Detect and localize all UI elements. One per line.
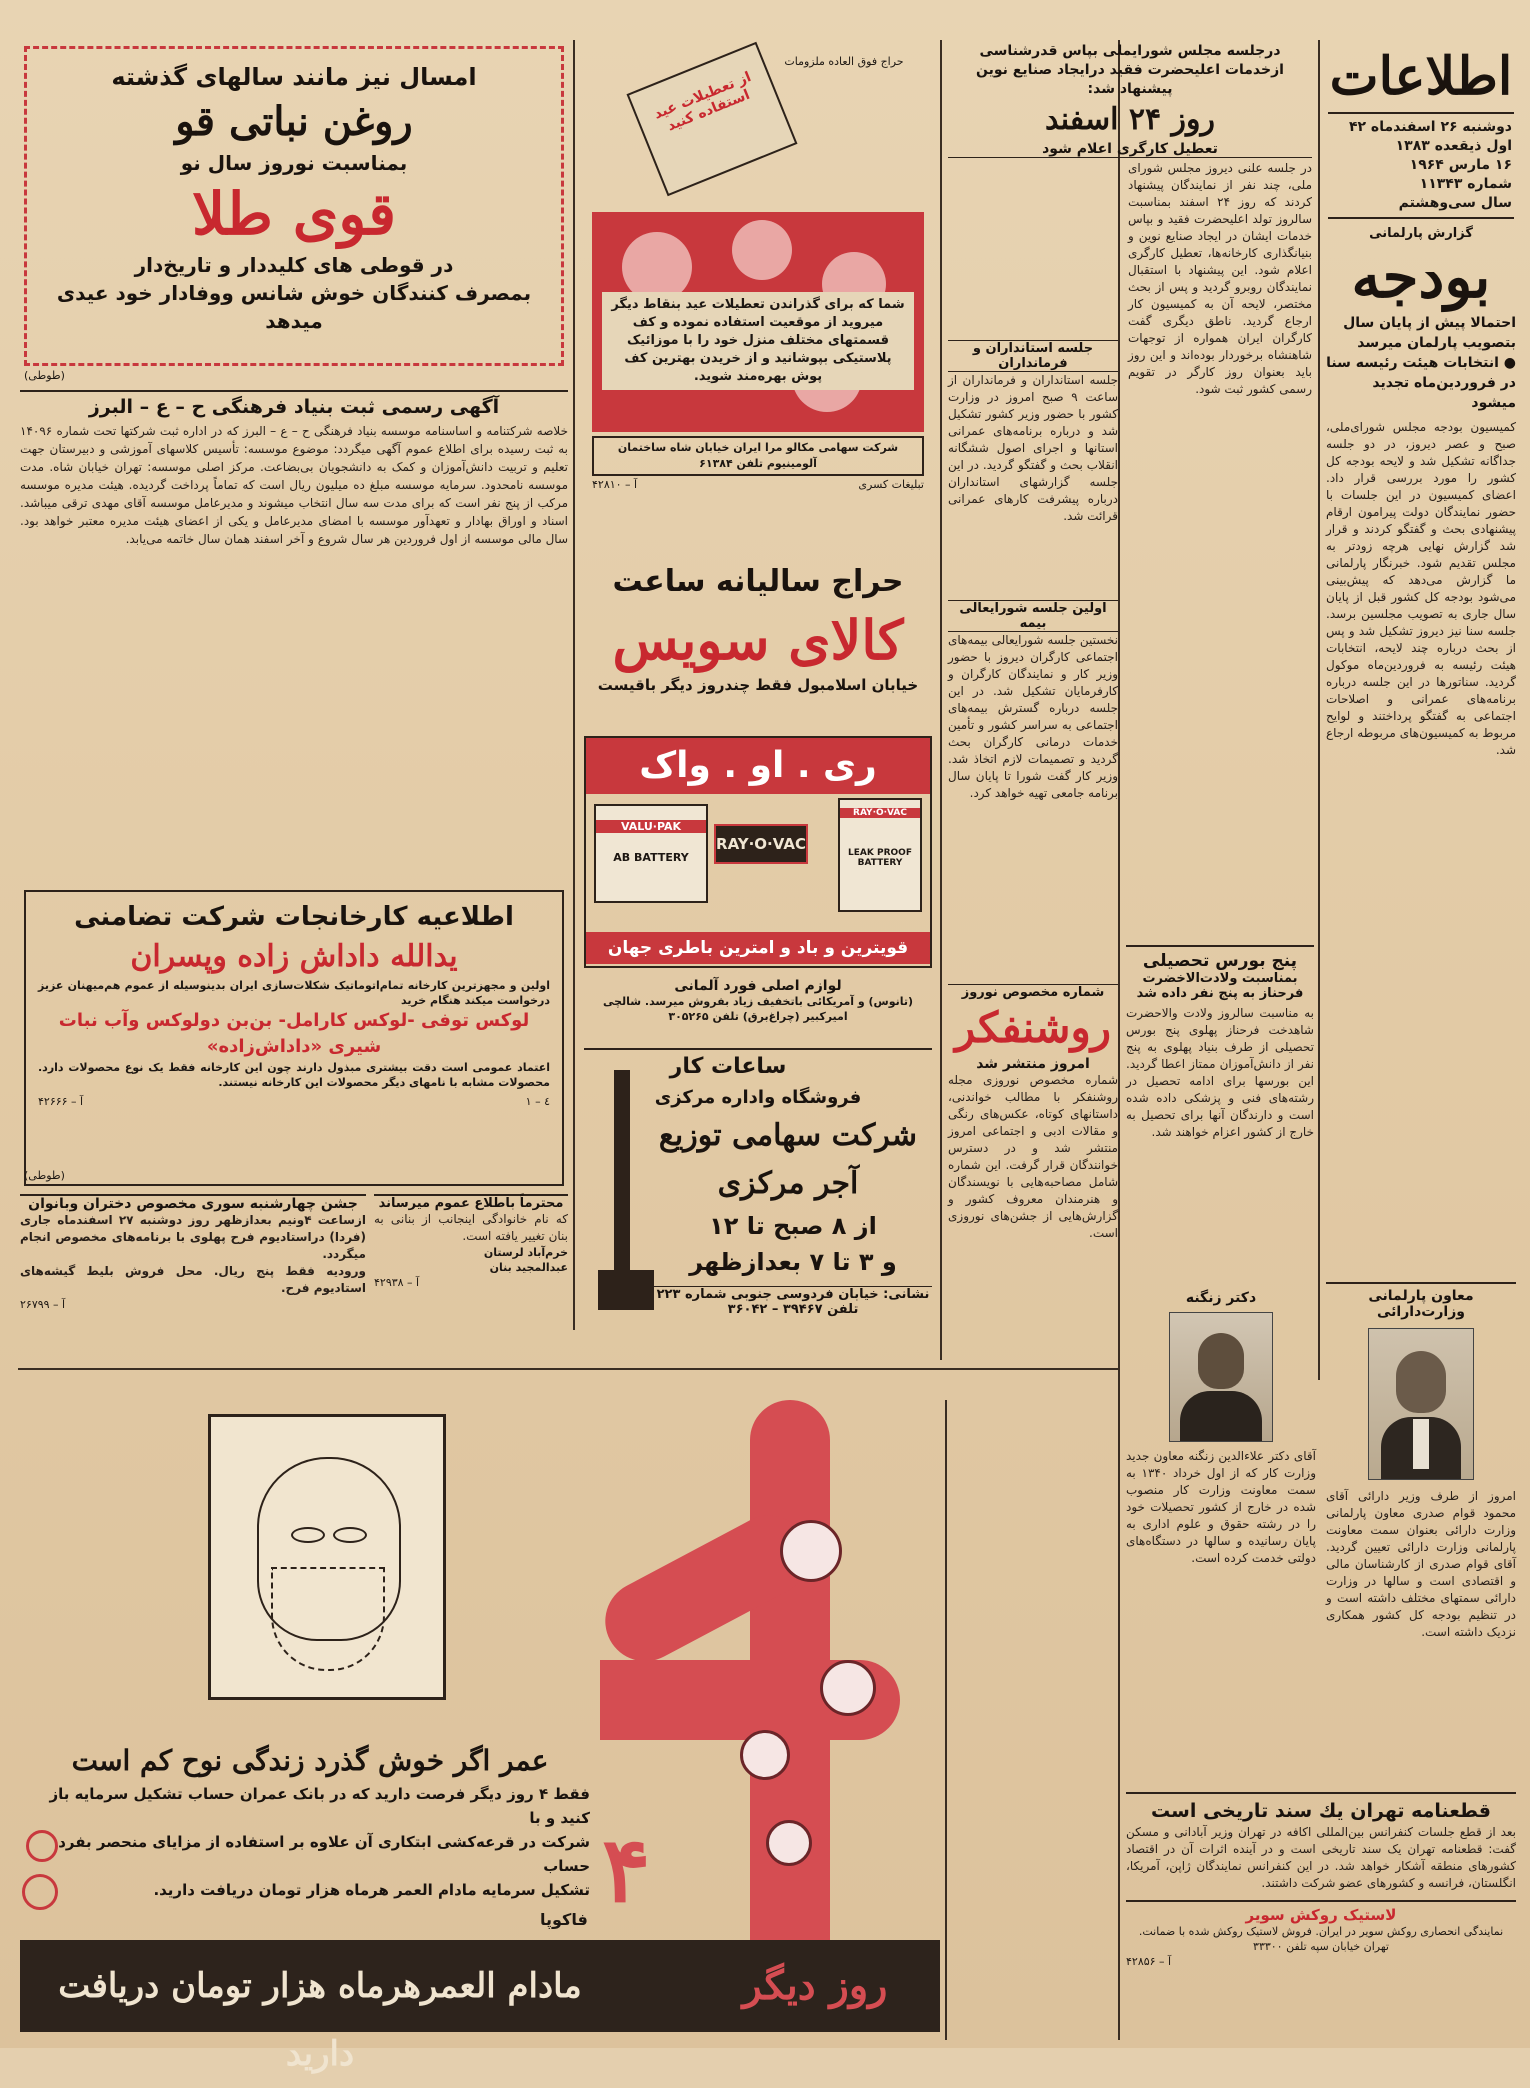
ad-line: از تعطیلات عید استفاده کنید bbox=[651, 69, 754, 135]
brand-name: فاکوپا bbox=[540, 1910, 588, 1929]
festival-notice bbox=[20, 1194, 366, 1364]
article-subtitle: امروز منتشر شد bbox=[976, 1056, 1090, 1072]
roshanfekr-article bbox=[948, 984, 1118, 1364]
notice-title: جشن چهارشنبه سوری مخصوص دختران وبانوان bbox=[28, 1196, 358, 1212]
deputy-article bbox=[1326, 1282, 1516, 1782]
volume-year: سال سی‌وهشتم bbox=[1398, 195, 1512, 211]
ad-contact: شرکت سهامی مکالو مرا ایران خیابان شاه ساختمان آلومینیوم تلفن ۶۱۳۸۴ bbox=[592, 436, 924, 476]
notice-body: خلاصه شرکتنامه و اساسنامه موسسه بنیاد فرهنگی ح – ع – البرز که در اداره ثبت شرکتها تحت شماره ۱۴۰۹۶ به ثبت رسیده برای اطلاع عموم آگهی میگردد: موضوع موسسه: تأسیس کلاسهای آموزشی و دبیرستان جهت تعلیم و تربیت دانش‌آموزان و کمک به دانشجویان بی‌بضاعت. مرکز اصلی موسسه: تهران خیابان شاه. مدت موسسه نامحدود. سرمایه موسسه مبلغ ده میلیون ریال است که تماماً پرداخت گردیده. هیئت مدیره موسسه مرکب از پنج نفر است که برای مدت سه سال انتخاب میشوند و مدیرعامل موسسه آقای مهدی ترقی میباشد. اسناد و اوراق بهادار و تعهدآور موسسه با امضای مدیرعامل و یکی از اعضای هیئت مدیره معتبر خواهد بود. سال مالی موسسه از اول فروردین هر سال شروع و آخر اسفند همان سال خاتمه می‌یابد. bbox=[20, 424, 568, 546]
big-number-4 bbox=[590, 1400, 910, 1960]
ad-text bbox=[784, 54, 904, 204]
article-headline: معاون پارلمانی وزارت‌دارائی bbox=[1326, 1282, 1516, 1320]
product-list: لوکس توفی ‐لوکس کارامل‐ بن‌بن دولوکس وآب نبات bbox=[58, 1010, 530, 1031]
ad-headline: لاستیک روکش سویر bbox=[1245, 1906, 1397, 1924]
ad-line: فروشگاه واداره مرکزی bbox=[654, 1087, 862, 1108]
ad-body: تشکیل سرمایه مادام العمر هرماه هزار تومان دریافت دارید. bbox=[153, 1881, 590, 1899]
santa-illustration bbox=[208, 1414, 446, 1700]
ad-tag: (طوطی) bbox=[24, 1169, 65, 1182]
article-body: جلسه استانداران و فرمانداران از ساعت ۹ صبح امروز در وزارت کشور با حضور وزیر کشور تشکیل شد و درباره برنامه‌های عمرانی استانها و اجرای اصول ششگانه انقلاب بحث و گفتگو گردید. در این جلسه گزارشهای استانداران درباره پیشرفت کارهای عمرانی قرائت شد. bbox=[948, 373, 1118, 523]
notice-body: ازساعت ۴ونیم بعدازظهر روز دوشنبه ۲۷ اسفندماه جاری (فردا) دراستادیوم فرح پهلوی با برنامه‌های مخصوص انجام میگردد. bbox=[20, 1213, 366, 1261]
ad-line: حراج فوق العاده ملزومات bbox=[784, 55, 904, 68]
brand-logo: RAY·O·VAC bbox=[714, 824, 808, 864]
portrait-photo bbox=[1368, 1328, 1474, 1480]
article-headline: جلسه استانداران و فرمانداران bbox=[948, 340, 1118, 372]
ad-body: شما که برای گذراندن تعطیلات عید بنقاط دیگر میروید از موقعیت استفاده نموده و کف قسمتهای مختلف منزل خود را با موزائیک پلاستیکی بپوشانید و از خریدن بهترین کف پوش بهره‌مند شوید. bbox=[602, 292, 914, 390]
ad-headline: لوازم اصلی فورد آلمانی bbox=[674, 978, 842, 994]
resolution-article bbox=[1126, 1792, 1516, 2042]
battery-pack bbox=[594, 804, 708, 903]
ad-line: امسال نیز مانند سالهای گذشته bbox=[111, 63, 477, 91]
ad-tag: (طوطی) bbox=[24, 369, 65, 382]
ad-ref: آ – ۴۲۹۳۸ bbox=[374, 1276, 420, 1289]
notice-title: محترماً باطلاع عموم میرساند bbox=[378, 1196, 564, 1211]
portrait-photo bbox=[1169, 1312, 1273, 1442]
ad-ref: ٤ – ١ bbox=[525, 1095, 550, 1108]
zanganeh-article bbox=[1126, 1290, 1316, 1780]
ad-ref: آ – ۴۲۸۵۶ bbox=[1126, 1955, 1172, 1968]
notice-sign: عبدالمجید بنان bbox=[489, 1261, 568, 1274]
article-kicker: شماره مخصوص نوروز bbox=[948, 984, 1118, 1000]
hours: و ۳ تا ۷ بعدازظهر bbox=[689, 1248, 897, 1276]
vegetable-oil-ad bbox=[24, 46, 564, 366]
ad-headline: عمر اگر خوش گذرد زندگی نوح کم است bbox=[71, 1744, 549, 1777]
date-gregorian: ۱۶ مارس ۱۹۶۴ bbox=[1409, 157, 1512, 173]
daddash-ad bbox=[24, 890, 564, 1186]
name-change-notice bbox=[374, 1194, 568, 1364]
battery bbox=[838, 798, 922, 912]
ad-line: ساعات کار bbox=[669, 1054, 787, 1079]
column-rule bbox=[945, 1400, 947, 2040]
tires-ad bbox=[1126, 1900, 1516, 1969]
pack-label: AB BATTERY bbox=[613, 851, 689, 864]
brand-name: «داداش‌زاده» bbox=[206, 1036, 323, 1057]
ad-headline: کالای سویس bbox=[612, 608, 904, 672]
ad-ref: آ – ۴۲۶۶۶ bbox=[38, 1095, 84, 1108]
company-name: یدالله داداش زاده وپسران bbox=[130, 939, 458, 974]
article-headline: دکتر زنگنه bbox=[1185, 1290, 1257, 1306]
article-deck: ازخدمات اعلیحضرت فقید درایجاد صنایع نوین پیشنهاد شد: bbox=[976, 62, 1284, 97]
notice-tickets: ورودیه فقط پنج ریال. محل فروش بلیط گیشه‌های استادیوم فرح. bbox=[20, 1264, 366, 1295]
ad-headline: قوی طلا bbox=[191, 180, 397, 248]
article-headline: روز ۲۴ اسفند bbox=[1044, 102, 1216, 137]
ad-line: خیابان اسلامبول فقط چندروز دیگر باقیست bbox=[597, 676, 919, 694]
ad-brand: روغن نباتی قو bbox=[175, 98, 413, 145]
ad-big-number: ۴ bbox=[602, 1817, 651, 1923]
notice-sign: خرم‌آباد لرستان bbox=[483, 1246, 568, 1259]
product-list: شیری bbox=[328, 1036, 382, 1057]
ad-line: بمناسبت نوروز سال نو bbox=[180, 151, 408, 175]
article-kicker: درجلسه مجلس شورایملی بپاس قدرشناسی bbox=[979, 43, 1281, 59]
sign-board bbox=[626, 42, 797, 196]
ad-agency: تبلیغات کسری bbox=[858, 478, 924, 491]
company-name: شرکت سهامی توزیع آجر مرکزی bbox=[658, 1118, 918, 1201]
pack-label: VALU·PAK bbox=[596, 820, 706, 833]
date-hijri: اول ذیقعده ۱۳۸۳ bbox=[1395, 138, 1512, 154]
article-subtitle: تعطیل کارگری اعلام شود bbox=[948, 141, 1312, 158]
ad-line: بمصرف کنندگان خوش شانس ووفادار خود عیدی میدهد bbox=[56, 281, 532, 333]
column-rule bbox=[573, 40, 575, 1330]
registry-notice bbox=[20, 390, 568, 870]
issue-number: شماره ۱۱۳۴۳ bbox=[1419, 176, 1512, 192]
newspaper-title: اطلاعات bbox=[1329, 46, 1513, 107]
article-body: به مناسبت سالروز ولادت والاحضرت شاهدخت فرحناز پهلوی پنج بورس تحصیلی از طرف بنیاد پهلوی به پنج نفر از دانش‌آموزان ممتاز اعطا گردید. این بورسها برای ادامه تحصیل در رشته‌های فنی و پزشکی داده شده است و دارندگان آنها برای تحصیل به خارج از کشور اعزام خواهند شد. bbox=[1126, 1006, 1314, 1139]
banner-text: روز دیگر bbox=[742, 1962, 888, 2009]
budget-article bbox=[1326, 226, 1516, 1276]
column-rule bbox=[940, 40, 942, 1360]
ad-ref: آ – ۲۶۷۹۹ bbox=[20, 1298, 66, 1311]
ad-ref: آ – ۴۲۸۱۰ bbox=[592, 478, 638, 491]
battery-label: LEAK PROOF BATTERY bbox=[848, 848, 912, 868]
article-body: نخستین جلسه شورایعالی بیمه‌های اجتماعی کارگران دیروز با حضور وزیر کار و نمایندگان کارگران و کارفرمایان تشکیل شد. در این جلسه درباره گسترش بیمه‌های اجتماعی به سراسر کشور و تأمین خدمات درمانی کارگران بحث گردید و تصمیمات لازم اتخاذ شد. وزیر کار گفت شورا تا پایان سال برنامه جامعی تهیه خواهد کرد. bbox=[948, 633, 1118, 800]
ad-tagline: قویترین و باد و امترین باطری جهان bbox=[586, 932, 930, 964]
fakopa-bank-ad bbox=[20, 1380, 940, 2074]
ad-panel bbox=[592, 212, 924, 432]
ford-ad bbox=[584, 978, 932, 1040]
address: نشانی: خیابان فردوسی جنوبی شماره ۲۲۳ تلفن ۳۹۴۶۷ – ۳۶۰۴۲ bbox=[654, 1286, 932, 1317]
ad-headline: اطلاعیه کارخانجات شرکت تضامنی bbox=[74, 902, 514, 932]
column-rule bbox=[1318, 40, 1320, 1380]
horizontal-rule bbox=[18, 1368, 1118, 1370]
article-body: کمیسیون بودجه مجلس شورای‌ملی، صبح و عصر دیروز، در دو جلسه جداگانه تشکیل شد و لایحه بودجه کل کشور را مورد بررسی قرار داد. اعضای کمیسیون در این جلسات با حضور نمایندگان دولت پیرامون ارقام پیشنهادی بحث و گفتگو کردند و قرار شد گزارش نهایی هرچه زودتر به مجلس تقدیم شود. خبرنگار پارلمانی ما گزارش می‌دهد که پیش‌بینی می‌شود بودجه کل کشور قبل از پایان سال جاری به تصویب مجلسین برسد. جلسه سنا نیز دیروز تشکیل شد و پس از بحث درباره چند لایحه، انتخابات هیئت رئیسه به فروردین‌ماه موکول گردید. سناتورها در این جلسه درباره برنامه‌های عمرانی و اصلاحات اجتماعی به گفتگو پرداختند و لوایح مربوط به کمیسیون‌های مربوطه ارجاع شد. bbox=[1326, 420, 1516, 757]
ad-body: اعتماد عمومی است دقت بیشتری مبذول دارند چون این کارخانه فقط یک نوع محصولات دارد. محصولات مشابه با نامهای دیگر محصولات این کارخانه نیستند. bbox=[38, 1061, 550, 1089]
factory-icon bbox=[598, 1070, 654, 1310]
article-deck: ● انتخابات هیئت رئیسه سنا در فروردین‌ماه تجدید میشود bbox=[1326, 355, 1516, 411]
article-deck: بمناسبت ولادت‌الاخضرت bbox=[1142, 971, 1298, 986]
ad-body: فقط ۴ روز دیگر فرصت دارید که در بانک عمران حساب تشکیل سرمایه باز کنید و با bbox=[49, 1785, 590, 1827]
ad-body: (تانوس) و آمریکائی باتخفیف زیاد بفروش میرسد. شالچی امیرکبیر (چراغ‌برق) تلفن ۳۰۵۲۶۵ bbox=[602, 995, 914, 1023]
notice-body: که نام خانوادگی اینجانب از بنانی به بنان تغییر یافته است. bbox=[374, 1212, 568, 1243]
store-hours-ad bbox=[584, 1048, 932, 1328]
article-headline: روشنفکر bbox=[954, 1003, 1112, 1052]
article-headline: اولین جلسه شورایعالی بیمه bbox=[948, 600, 1118, 632]
article-headline: پنج بورس تحصیلی bbox=[1126, 945, 1314, 971]
ad-body: شرکت در قرعه‌کشی ابتکاری آن علاوه بر استفاده از مزایای منحصر بفرد حساب bbox=[58, 1833, 590, 1875]
article-body: بعد از قطع جلسات کنفرانس بین‌المللی اکافه در تهران وزیر آبادانی و مسکن گفت: قطعنامه تهران یک سند تاریخی است و در آینده اثرات آن در اقتصاد کشورهای منطقه آشکار خواهد شد. در این کنفرانس نمایندگان ژاپن، آمریکا، انگلستان، فرانسه و کشورهای عضو شرکت داشتند. bbox=[1126, 1825, 1516, 1890]
senate-article-body-right: در جلسه علنی دیروز مجلس شورای ملی، چند نفر از نمایندگان پیشنهاد کردند که روز ۲۴ اسفند بمناسبت سالروز تولد اعلیحضرت فقید و بپاس خدمات ایشان در ایجاد صنایع نوین و بنیانگذاری کارخانه‌ها، تعطیل کارگری اعلام شود. این پیشنهاد با استقبال نمایندگان روبرو گردید و پس از بحث مختصر، لایحه آن به کمیسیون کار ارجاع گردید. ناطق دیگری گفت کارگران ایران همواره از توجهات شاهنشاه برخوردار بوده‌اند و این روز باید بعنوان روز کارگر در تقویم رسمی کشور ثبت شود. bbox=[1128, 161, 1312, 396]
article-deck: فرحناز به پنج نفر داده شد bbox=[1136, 986, 1304, 1001]
ad-body: نمایندگی انحصاری روکش سویر در ایران. فروش لاستیک روکش شده با ضمانت. تهران خیابان سپه تلفن ۳۳۳۰۰ bbox=[1138, 1925, 1504, 1953]
banner-text: مادام العمرهرماه هزار تومان دریافت دارید bbox=[58, 1966, 582, 2074]
ad-line: حراج سالیانه ساعت bbox=[612, 564, 904, 599]
masthead bbox=[1328, 42, 1514, 222]
ad-body: اولین و مجهزترین کارخانه تمام‌اتوماتیک شکلات‌سازی ایران بدینوسیله از عموم هم‌میهنان عزیز درخواست میکند هنگام خرید bbox=[38, 979, 550, 1007]
article-body: شماره مخصوص نوروزی مجله روشنفکر با مطالب خواندنی، داستانهای کوتاه، عکس‌های رنگی و مقالات ادبی و اجتماعی امروز منتشر شد و در دسترس خوانندگان قرار گرفت. این شماره شامل مصاحبه‌هایی با نویسندگان و هنرمندان معروف کشور و گزارش‌هایی از جشن‌های نوروزی است. bbox=[948, 1073, 1118, 1240]
date-persian: دوشنبه ۲۶ اسفندماه ۴۲ bbox=[1348, 119, 1512, 135]
ad-line: در قوطی های کلیددار و تاریخ‌دار bbox=[134, 253, 454, 277]
article-body: آقای دکتر علاءالدین زنگنه معاون جدید وزارت کار که از اول خرداد ۱۳۴۰ به سمت معاونت وزارت کار منصوب شده در خارج از کشور تحصیلات خود را در رشته حقوق و علوم اداری به پایان رسانیده و سالها در دستگاه‌های دولتی خدمت کرده است. bbox=[1126, 1449, 1316, 1565]
column-rule bbox=[1118, 40, 1120, 2040]
swiss-ad bbox=[582, 560, 934, 730]
battery-label: RAY·O·VAC bbox=[840, 808, 920, 818]
insurance-article bbox=[948, 600, 1118, 960]
article-kicker: گزارش پارلمانی bbox=[1369, 226, 1473, 241]
article-body: امروز از طرف وزیر دارائی آقای محمود قوام صدری معاون پارلمانی وزارت دارائی بعنوان سمت معاونت پارلمانی وزارت دارائی تعیین گردید. آقای قوام صدری از کارشناسان مالی و اقتصادی است و سالها در وزارت دارائی سمتهای مختلف داشته است و در تنظیم بودجه کل کشور همکاری نزدیک داشته است. bbox=[1326, 1489, 1516, 1639]
rayovac-ad bbox=[584, 736, 932, 968]
ad-text-block bbox=[30, 1740, 590, 1902]
notice-title: آگهی رسمی ثبت بنیاد فرهنگی ح – ع – البرز bbox=[88, 396, 500, 418]
exchange-article bbox=[1126, 945, 1314, 1275]
article-deck: احتمالا پیش از پایان سال بتصویب پارلمان میرسد bbox=[1343, 315, 1516, 351]
mosaic-ad bbox=[582, 44, 934, 514]
article-headline: بودجه bbox=[1351, 243, 1491, 311]
article-headline: قطعنامه تهران یك سند تاریخی است bbox=[1126, 1792, 1516, 1824]
ad-banner bbox=[20, 1940, 940, 2074]
hours: از ۸ صبح تا ۱۲ bbox=[709, 1212, 877, 1240]
floral-decoration bbox=[20, 1830, 60, 1940]
ad-headline: ری . او . واک bbox=[586, 738, 930, 794]
